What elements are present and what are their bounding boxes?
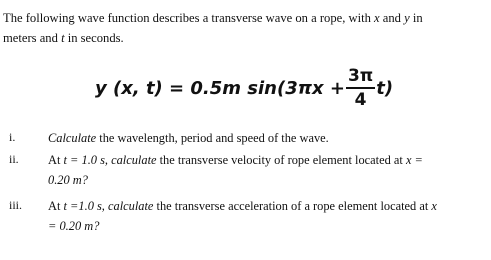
equation-fraction: [346, 65, 375, 111]
question-value: = 0.20 m?: [48, 219, 100, 233]
question-verb: Calculate: [48, 131, 97, 145]
wave-equation: [95, 58, 393, 118]
intro-text: meters and: [3, 31, 62, 45]
intro-text: and: [379, 11, 405, 25]
question-text: [48, 196, 486, 236]
question-condition: t = 1.0 s, calculate: [63, 153, 157, 167]
intro-line-1: [3, 8, 487, 28]
question-line: At: [48, 199, 64, 213]
question-number: ii.: [9, 152, 19, 166]
question-condition: t =1.0 s, calculate: [63, 199, 154, 213]
question-variable: x =: [405, 153, 423, 167]
equation-lhs: y (x, t) = 0.5m sin(3πx +: [95, 77, 345, 99]
question-line: the transverse velocity of rope element located at: [156, 153, 406, 167]
intro-text: The following wave function describes a transverse wave on a rope, with: [3, 11, 375, 25]
intro-text: in seconds.: [64, 31, 124, 45]
problem-statement: [3, 8, 487, 48]
intro-line-2: [3, 28, 487, 48]
question-line: the wavelength, period and speed of the wave.: [96, 131, 329, 145]
question-number: i.: [9, 130, 16, 144]
fraction-denominator: 4: [354, 89, 367, 110]
equation-rhs: t): [376, 77, 394, 99]
question-variable: x: [431, 199, 437, 213]
fraction-numerator: 3π: [347, 66, 374, 87]
variable-x: x: [374, 11, 380, 25]
question-number: iii.: [9, 198, 23, 212]
question-line: At: [48, 153, 64, 167]
question-value: 0.20 m?: [48, 173, 88, 187]
variable-t: t: [61, 31, 65, 45]
intro-text: in: [409, 11, 423, 25]
question-line: the transverse acceleration of a rope element located at: [153, 199, 432, 213]
question-text: [48, 128, 486, 148]
question-text: [48, 150, 486, 190]
variable-y: y: [404, 11, 410, 25]
